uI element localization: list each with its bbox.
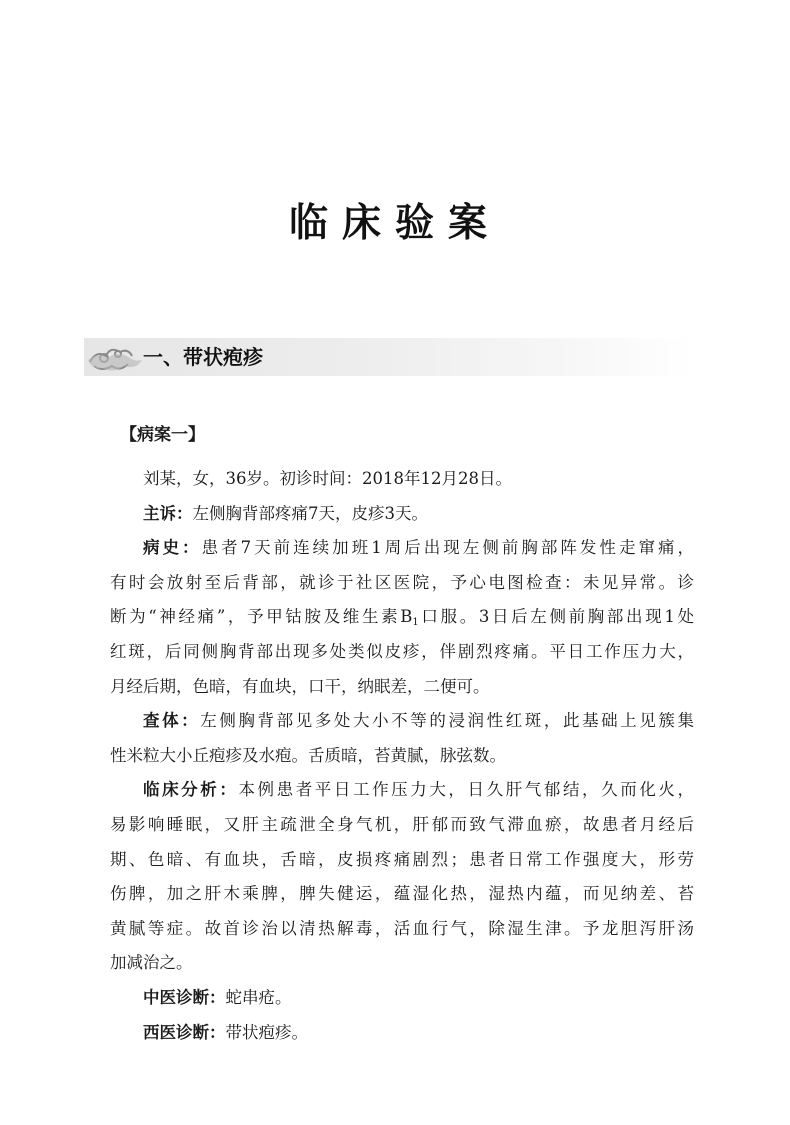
history-line-1: 患者7天前连续加班1周后出现左侧前胸部阵发性走窜痛， <box>201 538 695 558</box>
complaint-text: 左侧胸背部疼痛7天，皮疹3天。 <box>192 503 428 523</box>
exam-label: 查体： <box>143 711 201 731</box>
analysis-line-4: 伤脾，加之肝木乘脾，脾失健运，蕴湿化热，湿热内蕴，而见纳差、苔 <box>110 884 694 904</box>
history-line-2: 有时会放射至后背部，就诊于社区医院，予心电图检查：未见异常。诊 <box>110 572 694 592</box>
analysis-line-6: 加减治之。 <box>110 953 193 973</box>
history-label: 病史： <box>143 538 202 558</box>
intro-paragraph <box>110 462 694 497</box>
case-body <box>110 462 694 1050</box>
section-title: 一、带状疱疹 <box>143 345 263 369</box>
wm-diagnosis-text: 带状疱疹。 <box>225 1022 308 1042</box>
tcm-diagnosis-text: 蛇串疮。 <box>225 987 292 1007</box>
wm-diagnosis-label: 西医诊断： <box>143 1022 226 1042</box>
history-line-5: 月经后期，色暗，有血块，口干，纳眠差，二便可。 <box>110 676 490 696</box>
exam-line-1: 左侧胸背部见多处大小不等的浸润性红斑，此基础上见簇集 <box>200 711 695 731</box>
cloud-ornament-icon <box>84 338 146 376</box>
complaint-paragraph <box>110 497 694 532</box>
wm-diagnosis-paragraph <box>110 1016 694 1051</box>
analysis-line-2: 易影响睡眠，又肝主疏泄全身气机，肝郁而致气滞血瘀，故患者月经后 <box>110 814 694 834</box>
analysis-paragraph <box>110 773 694 981</box>
analysis-line-3: 期、色暗、有血块，舌暗，皮损疼痛剧烈；患者日常工作强度大，形劳 <box>110 849 694 869</box>
analysis-line-5: 黄腻等症。故首诊治以清热解毒，活血行气，除湿生津。予龙胆泻肝汤 <box>110 918 694 938</box>
analysis-line-1: 本例患者平日工作压力大，日久肝气郁结，久而化火， <box>238 780 695 800</box>
exam-line-2: 性米粒大小丘疱疹及水疱。舌质暗，苔黄腻，脉弦数。 <box>110 745 506 765</box>
history-line-3: 断为“神经痛”，予甲钴胺及维生素$B_1$口服。3日后左侧前胸部出现1处 <box>110 607 694 629</box>
vitamin-subscript: 1 <box>412 617 419 629</box>
intro-line: 刘某，女，36岁。初诊时间：2018年12月28日。 <box>143 469 512 488</box>
tcm-diagnosis-paragraph <box>110 981 694 1016</box>
analysis-label: 临床分析： <box>143 780 239 800</box>
tcm-diagnosis-label: 中医诊断： <box>143 987 226 1007</box>
history-line-4: 红斑，后同侧胸背部出现多处类似皮疹，伴剧烈疼痛。平日工作压力大， <box>110 641 694 661</box>
case-title: 【病案一】 <box>120 425 205 445</box>
history-paragraph <box>110 531 694 704</box>
chapter-title: 临床验案 <box>288 201 501 246</box>
exam-paragraph <box>110 704 694 773</box>
complaint-label: 主诉： <box>143 503 193 523</box>
